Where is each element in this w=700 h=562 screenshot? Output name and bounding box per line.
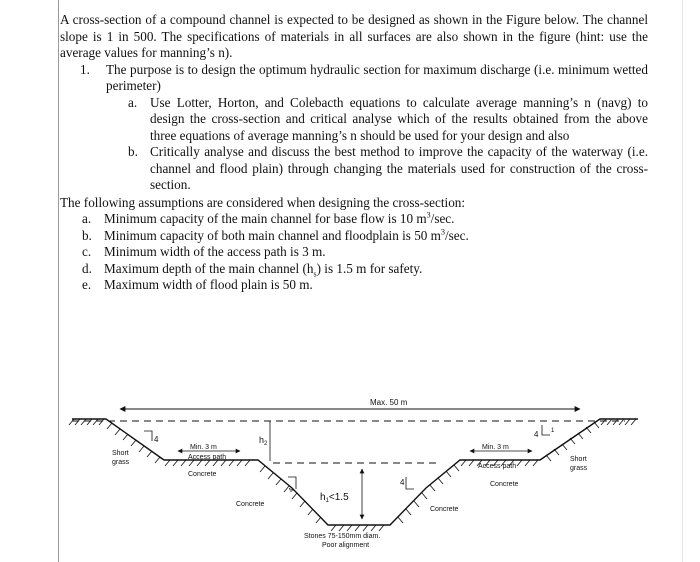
concrete-left-path-label: Concrete (188, 471, 217, 478)
assumption-c-text: Minimum width of the access path is 3 m. (104, 244, 326, 259)
assumptions-heading: The following assumptions are considered when designing the cross-section: (60, 194, 466, 210)
assumption-a-main: Minimum capacity of the main channel for base flow is 10 m (104, 211, 427, 226)
assumption-d-tail: ) is 1.5 m for safety. (316, 260, 423, 276)
item-1b-text: Critically analyse and discuss the best method to improve the capacity of the waterway (i.e. channel and flood plain) through changing the materials used for construction of the cross-section. (150, 144, 648, 192)
assumption-d-sub: s (313, 269, 317, 279)
assumption-d-text (104, 261, 648, 278)
item-1a-text: Use Lotter, Horton, and Colebacth equations to calculate average manning’s n (navg) to design the cross-section and critical analyse which of the results obtained from the above three equations of average manning’s n should be used for your design and also (150, 94, 648, 143)
slope-ratio-right: 4 (534, 430, 539, 439)
assumption-d-main: Maximum depth of the main channel (h (104, 260, 314, 276)
assumption-e-letter: e. (82, 277, 92, 292)
item-1-number: 1. (80, 61, 90, 77)
h1-subscript: 1 (325, 498, 329, 504)
assumption-b-tail: /sec. (444, 227, 469, 243)
assumption-b (82, 228, 648, 245)
h2-label (259, 435, 268, 447)
assumption-e (82, 277, 648, 294)
assumption-b-sup: 3 (440, 227, 445, 237)
max-width-label: Max. 50 m (370, 398, 408, 407)
item-1b-letter: b. (128, 144, 138, 159)
min-width-right-label: Min. 3 m (482, 444, 509, 451)
short-grass-left-line2: grass (112, 459, 130, 466)
assumption-c-letter: c. (82, 244, 92, 259)
channel-slope-triangle-right (406, 477, 414, 489)
item-1b (128, 144, 648, 194)
question-text (60, 12, 648, 294)
channel-slope-ratio-left: 4 (287, 487, 296, 494)
assumption-c (82, 244, 648, 261)
access-path-right-label: Access path (478, 463, 517, 470)
concrete-slope-right-label: Concrete (430, 506, 459, 513)
slope-triangle-right (542, 425, 550, 435)
h1-label (320, 492, 349, 504)
assumption-a (82, 211, 648, 228)
slope-triangle-left (144, 431, 152, 441)
item-1a (128, 95, 648, 145)
assumption-b-letter: b. (82, 227, 92, 243)
stones-label: Stones 75-150mm diam. (304, 533, 381, 540)
short-grass-right-line1: Short (570, 456, 587, 463)
assumption-a-sup: 3 (426, 210, 431, 220)
concrete-slope-left-label: Concrete (236, 501, 265, 508)
right-margin-rule (682, 0, 683, 562)
item-1 (80, 62, 648, 95)
assumption-a-text (104, 211, 648, 228)
min-width-left-label: Min. 3 m (190, 444, 217, 451)
assumption-b-text (104, 228, 648, 245)
channel-slope-ratio-right: 4 (400, 478, 405, 487)
assumption-a-tail: /sec. (430, 211, 455, 226)
channel-cross-section-figure (60, 385, 648, 553)
item-1a-letter: a. (128, 94, 138, 110)
left-margin-rule (58, 0, 59, 562)
short-grass-left-line1: Short (112, 450, 129, 457)
access-path-left-label: Access path (188, 454, 227, 461)
assumption-a-letter: a. (82, 211, 92, 226)
assumption-b-main: Minimum capacity of both main channel and floodplain is 50 m (104, 227, 441, 243)
h1-limit: <1.5 (328, 492, 349, 503)
assumption-d-letter: d. (82, 260, 92, 276)
intro-paragraph: A cross-section of a compound channel is expected to be designed as shown in the Figure below. The channel slope is 1 in 500. The specifications of materials in all surfaces are also shown in the figure (hint: use the average values for manning’s n). (60, 12, 648, 60)
short-grass-right-line2: grass (570, 465, 588, 472)
poor-alignment-label: Poor alignment (322, 542, 370, 549)
assumption-e-text: Maximum width of flood plain is 50 m. (104, 277, 313, 292)
assumption-d (82, 261, 648, 278)
concrete-right-path-label: Concrete (490, 481, 519, 488)
item-1-text: The purpose is to design the optimum hydraulic section for maximum discharge (i.e. minimum wetted perimeter) (106, 61, 648, 93)
h2-subscript: 2 (264, 441, 268, 447)
slope-ratio-left: 4 (154, 435, 159, 444)
slope-unit-right: 1 (551, 428, 555, 434)
h1-letter: h (320, 492, 326, 503)
h2-letter: h (259, 435, 265, 445)
